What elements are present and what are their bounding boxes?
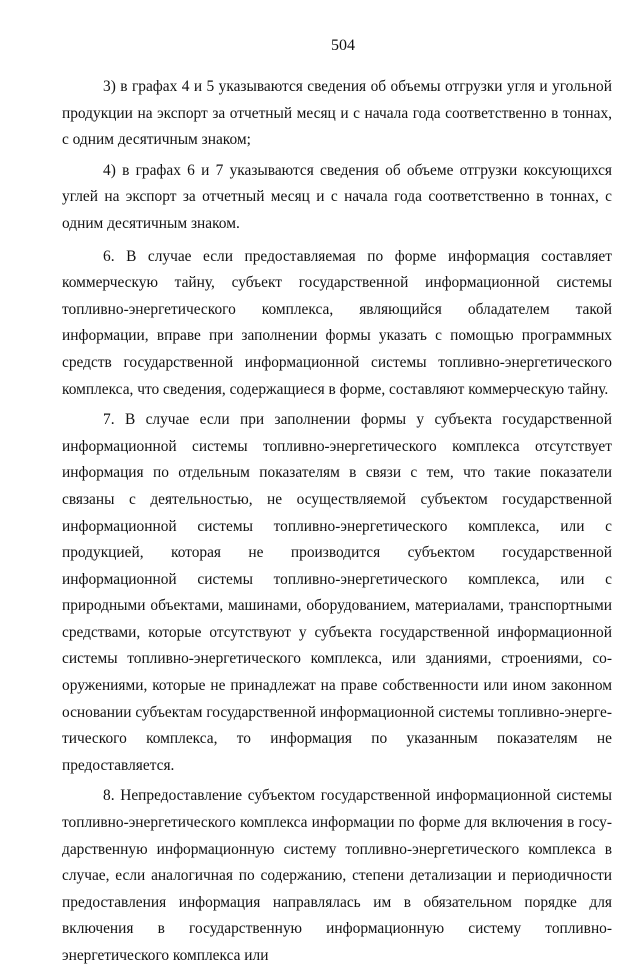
- paragraph-section-6: 6. В случае если предоставляемая по форме информация составляет коммерческую тайну, субъект государственной информационной системы топливно-энергетического комплекса, являющийся обладателем такой информации, вправе при заполнении формы указать с помощью программных средств государственной информационной системы топливно-энергетического комплекса, что сведения, содержащиеся в форме, составляют коммерческую тайну.: [62, 247, 612, 398]
- page-number: 504: [331, 37, 355, 54]
- paragraph-item-4: 4) в графах 6 и 7 указываются сведения об объеме отгрузки коксующихся углей на экспорт за отчетный месяц и с начала года соответственно в тоннах, с одним десятичным знаком.: [62, 161, 612, 232]
- paragraph-section-8: 8. Непредоставление субъектом государственной информационной системы топливно-энергетического комплекса информации по форме для включения в государственную информационную систему топливно-энергетического комплекса в случае, если аналогичная по содержанию, степени детализации и периодичности предоставления информация направлялась им в обязательном порядке для включения в государственную информационную систему топливно-энергетического комплекса или: [62, 787, 612, 964]
- paragraph-section-7: 7. В случае если при заполнении формы у субъекта государственной информационной системы топливно-энергетического комплекса отсутствует информация по отдельным показателям в связи с тем, что такие показатели связаны с деятельностью, не осуществляемой субъектом государственной информационной системы топливно-энергетического комплекса, или с продукцией, которая не производится субъектом государственной информационной системы топливно-энергетического комплекса, или с природными объектами, машинами, оборудованием, материалами, транспортными средствами, которые отсутствуют у субъекта государственной информационной системы топливно-энергетического комплекса, или зданиями, строениями, сооружениями, которые не принадлежат на праве собственности или ином законном основании субъектам государственной информационной системы топливно-энергетического комплекса, то информация по указанным показателям не предоставляется.: [62, 411, 612, 774]
- paragraph-item-3: 3) в графах 4 и 5 указываются сведения об объемы отгрузки угля и угольной продукции на экспорт за отчетный месяц и с начала года соответственно в тоннах, с одним десятичным знаком;: [62, 78, 612, 149]
